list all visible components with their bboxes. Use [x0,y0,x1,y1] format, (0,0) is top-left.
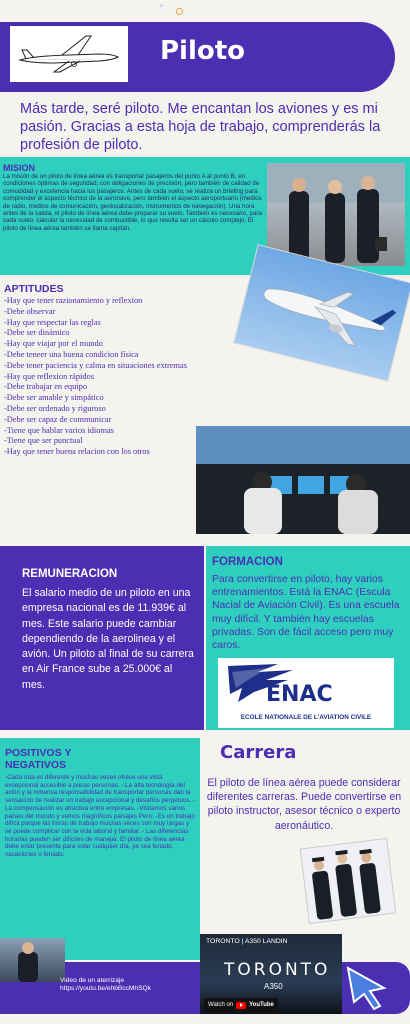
list-item: -Debe observar [4,306,56,316]
aptitudes-title: APTITUDES [4,283,64,295]
pilot-portrait-illustration [0,938,65,982]
watch-on-youtube-button[interactable] [204,998,278,1012]
pilots-photo [300,838,397,924]
airplane-logo [10,26,128,82]
mision-text: La misión de un piloto de línea aérea es transportar pasajeros del punto A al punto B, en condiciones óptimas de seguridad, con obligaciones de precisión, pero también de calidad de comodidad y excelencia hacia los pasajeros. Antes de cada vuelo, se realiza un briefing para comprender el aspecto técnico de la aeronave, pero también el aspecto aeroportuario (medios de radio, medios de comunicación, geolocalización, instrumentos de navegación). Una hora antes de la salida, el piloto de línea aérea debe preparar su vuelo. También es necesario, para cada vuelo, calcular la necesidad de combustible, lo que resulta ser un cálculo complejo. El piloto de línea aérea también se llama capitán. [3,173,262,232]
youtube-play-icon [236,1002,246,1009]
decoration-dot [160,4,163,7]
video-caption-title: Video de un aterrizaje [60,977,125,984]
positivos-text: -Cada ruta es diferente y muchas veces ofrece una vista excepcional accesible a pocas personas. - La alta tecnología del avión y la inmensa responsabilidad de transportar personas dan la sensación de realizar un trabajo excepcional y desafíos perpetuos. -La compensación es atractiva entre empresas. -Visitamos varios países del mundo y vemos magníficos paisajes Pero: -Es un trabajo difícil porque las horas de trabajo muchas veces son muy largas y se puede complicar con la vida laboral y familiar. - Las diferencias horarias pueden ser difíciles de manejar. El piloto de línea aérea debe estar presente para volar cualquier día, ya sea feriado, vacaciones o feriado. [5,774,196,859]
formacion-text: Para convertirse en piloto, hay varios entrenamientos. Está la ENAC (Escula Nacial de Aviación Civil). Es una escuela muy difícil. Y también hay escuelas privadas. Son de fácil acceso pero muy caros. [212,574,400,652]
enac-logo-text: ENAC [266,682,333,707]
intro-text: Más tarde, seré piloto. Me encantan los aviones y es mi pasión. Gracias a esta hoja de trabajo, comprenderás la profesión de piloto. [20,101,381,153]
list-item: -Debe ser amable y simpático [4,393,104,403]
carrera-text: El piloto de línea aérea puede considerar diferentes carreras. Puede convertirse en piloto instructor, asesor técnico o experto aeronáutico. [206,777,402,832]
list-item: -Debe teneer una buena condicion física [4,349,139,359]
watch-on-label: Watch on [208,1002,234,1008]
mision-title: MISION [3,163,36,173]
pilots-illustration [301,839,395,923]
carrera-title: Carrera [220,742,297,763]
cockpit-photo [196,426,410,534]
pointer-cursor-icon [340,962,392,1014]
airplane-icon [14,30,124,78]
cockpit-illustration [196,426,410,534]
crew-illustration [267,163,405,266]
list-item: -Hay que respectar las reglas [4,317,101,327]
list-item: -Hay que reflexion rápidos [4,371,94,381]
video-thumb-big-text: TORONTO [224,960,331,980]
enac-logo [218,658,394,728]
list-item: -Debe tener paciencia y calma en situaciones extremas [4,360,187,370]
list-item: -Debe ser capaz de communicar [4,414,112,424]
positivos-title-line1: POSITIVOS Y [5,747,72,759]
video-link[interactable]: https://youtu.be/ehbBccMhSQk [60,985,151,992]
crew-photo [267,163,405,266]
positivos-title [5,747,71,771]
list-item: -Debe ser ordenado y riguroso [4,403,106,413]
list-item: -Hay que viajar por el mundo [4,339,103,349]
list-item: -Debe ser dinámico [4,328,70,338]
list-item: -Hay que tener razionamiento y reflexion [4,296,143,305]
youtube-label: YouTube [249,1002,274,1008]
video-caption [60,977,151,993]
positivos-title-line2: NEGATIVOS [5,759,67,771]
remuneracion-title: REMUNERACION [22,568,118,580]
remuneracion-text: El salario medio de un piloto en una empresa nacional es de 11.939€ al mes. Este salario puede cambiar dependiendo de la aerolinea y el avión. Un piloto al final de su carrera en Air France sube a 25.000€ al mes. [22,587,194,691]
pilot-portrait-photo [0,938,65,982]
video-thumb-subtitle: A350 [264,982,283,991]
list-item: -Tiene que hablar varios idiomas [4,425,114,435]
decoration-dot [176,8,183,15]
list-item: -Hay que tener buena relacion con los otros [4,447,150,457]
enac-caption: ECOLE NATIONALE DE L'AVIATION CIVILE [240,714,372,721]
page-title: Piloto [160,36,246,66]
video-thumbnail[interactable] [200,934,342,1014]
aptitudes-list [4,296,200,458]
video-thumb-title: TORONTO | A350 LANDIN [206,938,288,945]
list-item: -Tiene que ser punctual [4,436,83,446]
formacion-title: FORMACION [212,556,283,568]
list-item: -Debe trabajar en equipo [4,382,88,392]
